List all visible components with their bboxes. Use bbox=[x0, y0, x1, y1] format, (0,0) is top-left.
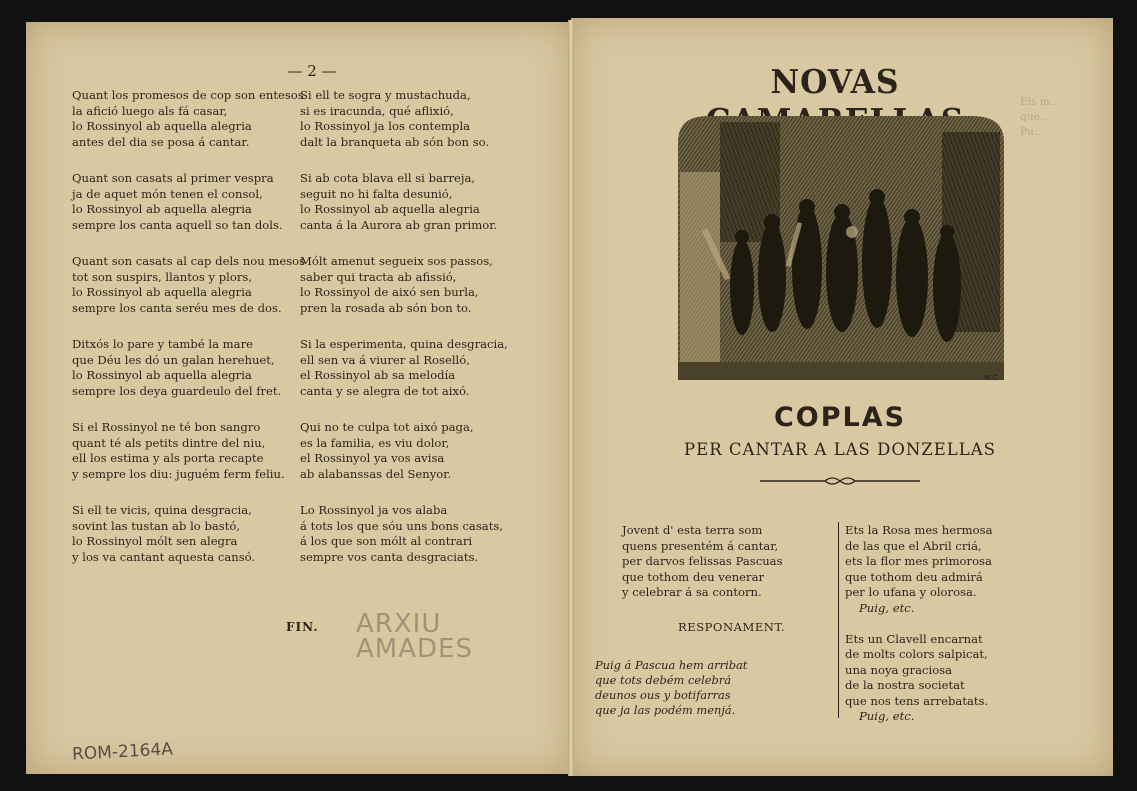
verse-line: que tots debém celebrá bbox=[595, 673, 731, 687]
verse-line: que ja las podém menjá. bbox=[595, 703, 736, 717]
broadside-title: NOVAS bbox=[770, 62, 900, 101]
verse-line: per darvos felissas Pascuas bbox=[622, 554, 783, 568]
verse-line: sempre vos canta desgraciats. bbox=[300, 549, 479, 564]
verse-line: lo Rossinyol de aixó sen burla, bbox=[300, 285, 479, 299]
verse-line: quens presentém á cantar, bbox=[622, 538, 779, 553]
verse-line: de las que el Abril criá, bbox=[845, 538, 982, 553]
archive-stamp bbox=[356, 609, 473, 664]
verse-line: y sempre los diu: juguém ferm feliu. bbox=[72, 466, 285, 481]
verse-line: Ets la Rosa mes hermosa bbox=[845, 523, 993, 537]
verse-line: Puig á Pascua hem arribat bbox=[595, 658, 748, 672]
stamp-line: ARXIU bbox=[356, 609, 442, 639]
stanza bbox=[72, 254, 305, 316]
verse-line: saber qui tracta ab afissió, bbox=[300, 269, 457, 284]
verse-line: Mólt amenut segueix sos passos, bbox=[300, 254, 493, 268]
verse-line: Qui no te culpa tot aixó paga, bbox=[300, 420, 474, 434]
verse-line: pren la rosada ab són bon to. bbox=[300, 300, 472, 315]
stanza bbox=[300, 337, 508, 399]
stanza bbox=[72, 171, 305, 233]
refrain bbox=[595, 658, 747, 718]
verse-line: si es iracunda, qué aflixió, bbox=[300, 103, 454, 118]
verse-line: ab alabanssas del Senyor. bbox=[300, 466, 452, 481]
verse-line: que tothom deu admirá bbox=[845, 569, 983, 584]
verse-line: y celebrar á sa contorn. bbox=[622, 585, 762, 599]
verse-line: que tothom deu venerar bbox=[622, 569, 765, 584]
verse-line: lo Rossinyol ja los contempla bbox=[300, 119, 471, 133]
engraving-illustration bbox=[672, 112, 1008, 384]
stanza bbox=[300, 88, 508, 150]
verse-line: Quant son casats al primer vespra bbox=[72, 171, 274, 185]
verse-line: lo Rossinyol ab aquella alegria bbox=[72, 285, 252, 299]
verse-line: la afició luego als fá casar, bbox=[72, 103, 228, 118]
verse-line: lo Rossinyol ab aquella alegria bbox=[72, 368, 252, 382]
verse-line: quant té als petits dintre del niu, bbox=[72, 435, 266, 450]
stanza bbox=[300, 171, 508, 233]
verse-line: una noya graciosa bbox=[845, 662, 953, 677]
verse-line: á los que son mólt al contrari bbox=[300, 534, 473, 548]
verse-line: de molts colors salpicat, bbox=[845, 647, 988, 661]
verse-line: Quant son casats al cap dels nou mesos bbox=[72, 254, 306, 268]
verse-line: Si ell te sogra y mustachuda, bbox=[300, 88, 471, 102]
verse-line: Si ab cota blava ell si barreja, bbox=[300, 171, 476, 185]
verse-line: ja de aquet món tenen el consol, bbox=[72, 186, 263, 201]
verse-line: de la nostra societat bbox=[845, 678, 965, 692]
coplas-heading: COPLAS bbox=[773, 402, 907, 433]
verse-line: Jovent d' esta terra som bbox=[622, 523, 763, 537]
refrain-cue: Puig, etc. bbox=[859, 600, 915, 615]
ornamental-rule bbox=[760, 472, 920, 490]
stanza bbox=[300, 420, 508, 482]
verse-line: el Rossinyol ab sa melodía bbox=[300, 368, 456, 382]
stamp-line: AMADES bbox=[356, 634, 473, 664]
verse-line: canta á la Aurora ab gran primor. bbox=[300, 217, 498, 232]
page-fold bbox=[568, 20, 574, 776]
verse-line: antes del dia se posa á cantar. bbox=[72, 134, 250, 149]
stanza bbox=[300, 503, 508, 565]
verse-line: el Rossinyol ya vos avisa bbox=[300, 451, 445, 465]
verse-line: sempre los canta aquell so tan dols. bbox=[72, 217, 283, 232]
engraving-signature: M.C. bbox=[984, 374, 1000, 382]
stanza bbox=[72, 503, 305, 565]
verse-line: Ets un Clavell encarnat bbox=[845, 631, 983, 646]
verse-line: lo Rossinyol ab aquella alegria bbox=[300, 202, 480, 216]
refrain-cue: Puig, etc. bbox=[859, 709, 915, 723]
verse-line: deunos ous y botifarras bbox=[595, 688, 731, 702]
stanza bbox=[72, 337, 305, 399]
right-column-d bbox=[845, 523, 993, 725]
stanza bbox=[72, 88, 305, 150]
verse-line: lo Rossinyol ab aquella alegria bbox=[72, 202, 252, 216]
verse-line: Quant los promesos de cop son entesos bbox=[72, 88, 304, 102]
verse-line: per lo ufana y olorosa. bbox=[845, 585, 977, 599]
verse-line: Si la esperimenta, quina desgracia, bbox=[300, 337, 508, 351]
fin-label: FIN. bbox=[286, 620, 319, 634]
stanza-gap bbox=[845, 616, 993, 632]
responament-label: RESPONAMENT. bbox=[678, 620, 786, 634]
verse-line: lo Rossinyol mólt sen alegra bbox=[72, 534, 238, 548]
column-divider bbox=[838, 522, 839, 718]
verse-line: que nos tens arrebatats. bbox=[845, 693, 989, 708]
coplas-subtitle: PER CANTAR A LAS DONZELLAS bbox=[684, 440, 996, 459]
verse-line: Si ell te vicis, quina desgracia, bbox=[72, 503, 252, 517]
verse-line: ell sen va á viurer al Roselló, bbox=[300, 352, 470, 367]
verse-line: y los va cantant aquesta cansó. bbox=[72, 549, 256, 564]
left-column-a bbox=[72, 88, 305, 586]
verse-line: sempre los canta seréu mes de dos. bbox=[72, 300, 282, 315]
verse-line: sempre los deya guardeulo del fret. bbox=[72, 383, 282, 398]
verse-line: seguit no hi falta desunió, bbox=[300, 186, 453, 201]
verse-line: ell los estima y als porta recapte bbox=[72, 451, 264, 465]
verse-line: Si el Rossinyol ne té bon sangro bbox=[72, 420, 261, 434]
verse-line: sovint las tustan ab lo bastó, bbox=[72, 518, 241, 533]
right-column-c bbox=[622, 523, 783, 601]
verse-line: á tots los que sóu uns bons casats, bbox=[300, 518, 504, 533]
shelfmark-handwritten: ROM-2164A bbox=[71, 739, 174, 765]
verse-line: canta y se alegra de tot aixó. bbox=[300, 383, 470, 398]
verse-line: que Déu les dó un galan herehuet, bbox=[72, 352, 275, 367]
verse-line: Lo Rossinyol ja vos alaba bbox=[300, 503, 448, 517]
verse-line: Ditxós lo pare y també la mare bbox=[72, 337, 253, 351]
verse-line: dalt la branqueta ab són bon so. bbox=[300, 134, 490, 149]
left-column-b bbox=[300, 88, 508, 586]
verse-line: tot son suspirs, llantos y plors, bbox=[72, 269, 253, 284]
verse-line: ets la flor mes primorosa bbox=[845, 554, 992, 568]
bleed-through-text: Els m... que... Pu... bbox=[1020, 96, 1060, 138]
page-number: — 2 — bbox=[287, 62, 337, 80]
stanza bbox=[72, 420, 305, 482]
verse-line: es la familia, es viu dolor, bbox=[300, 435, 450, 450]
stanza bbox=[300, 254, 508, 316]
verse-line: lo Rossinyol ab aquella alegria bbox=[72, 119, 252, 133]
